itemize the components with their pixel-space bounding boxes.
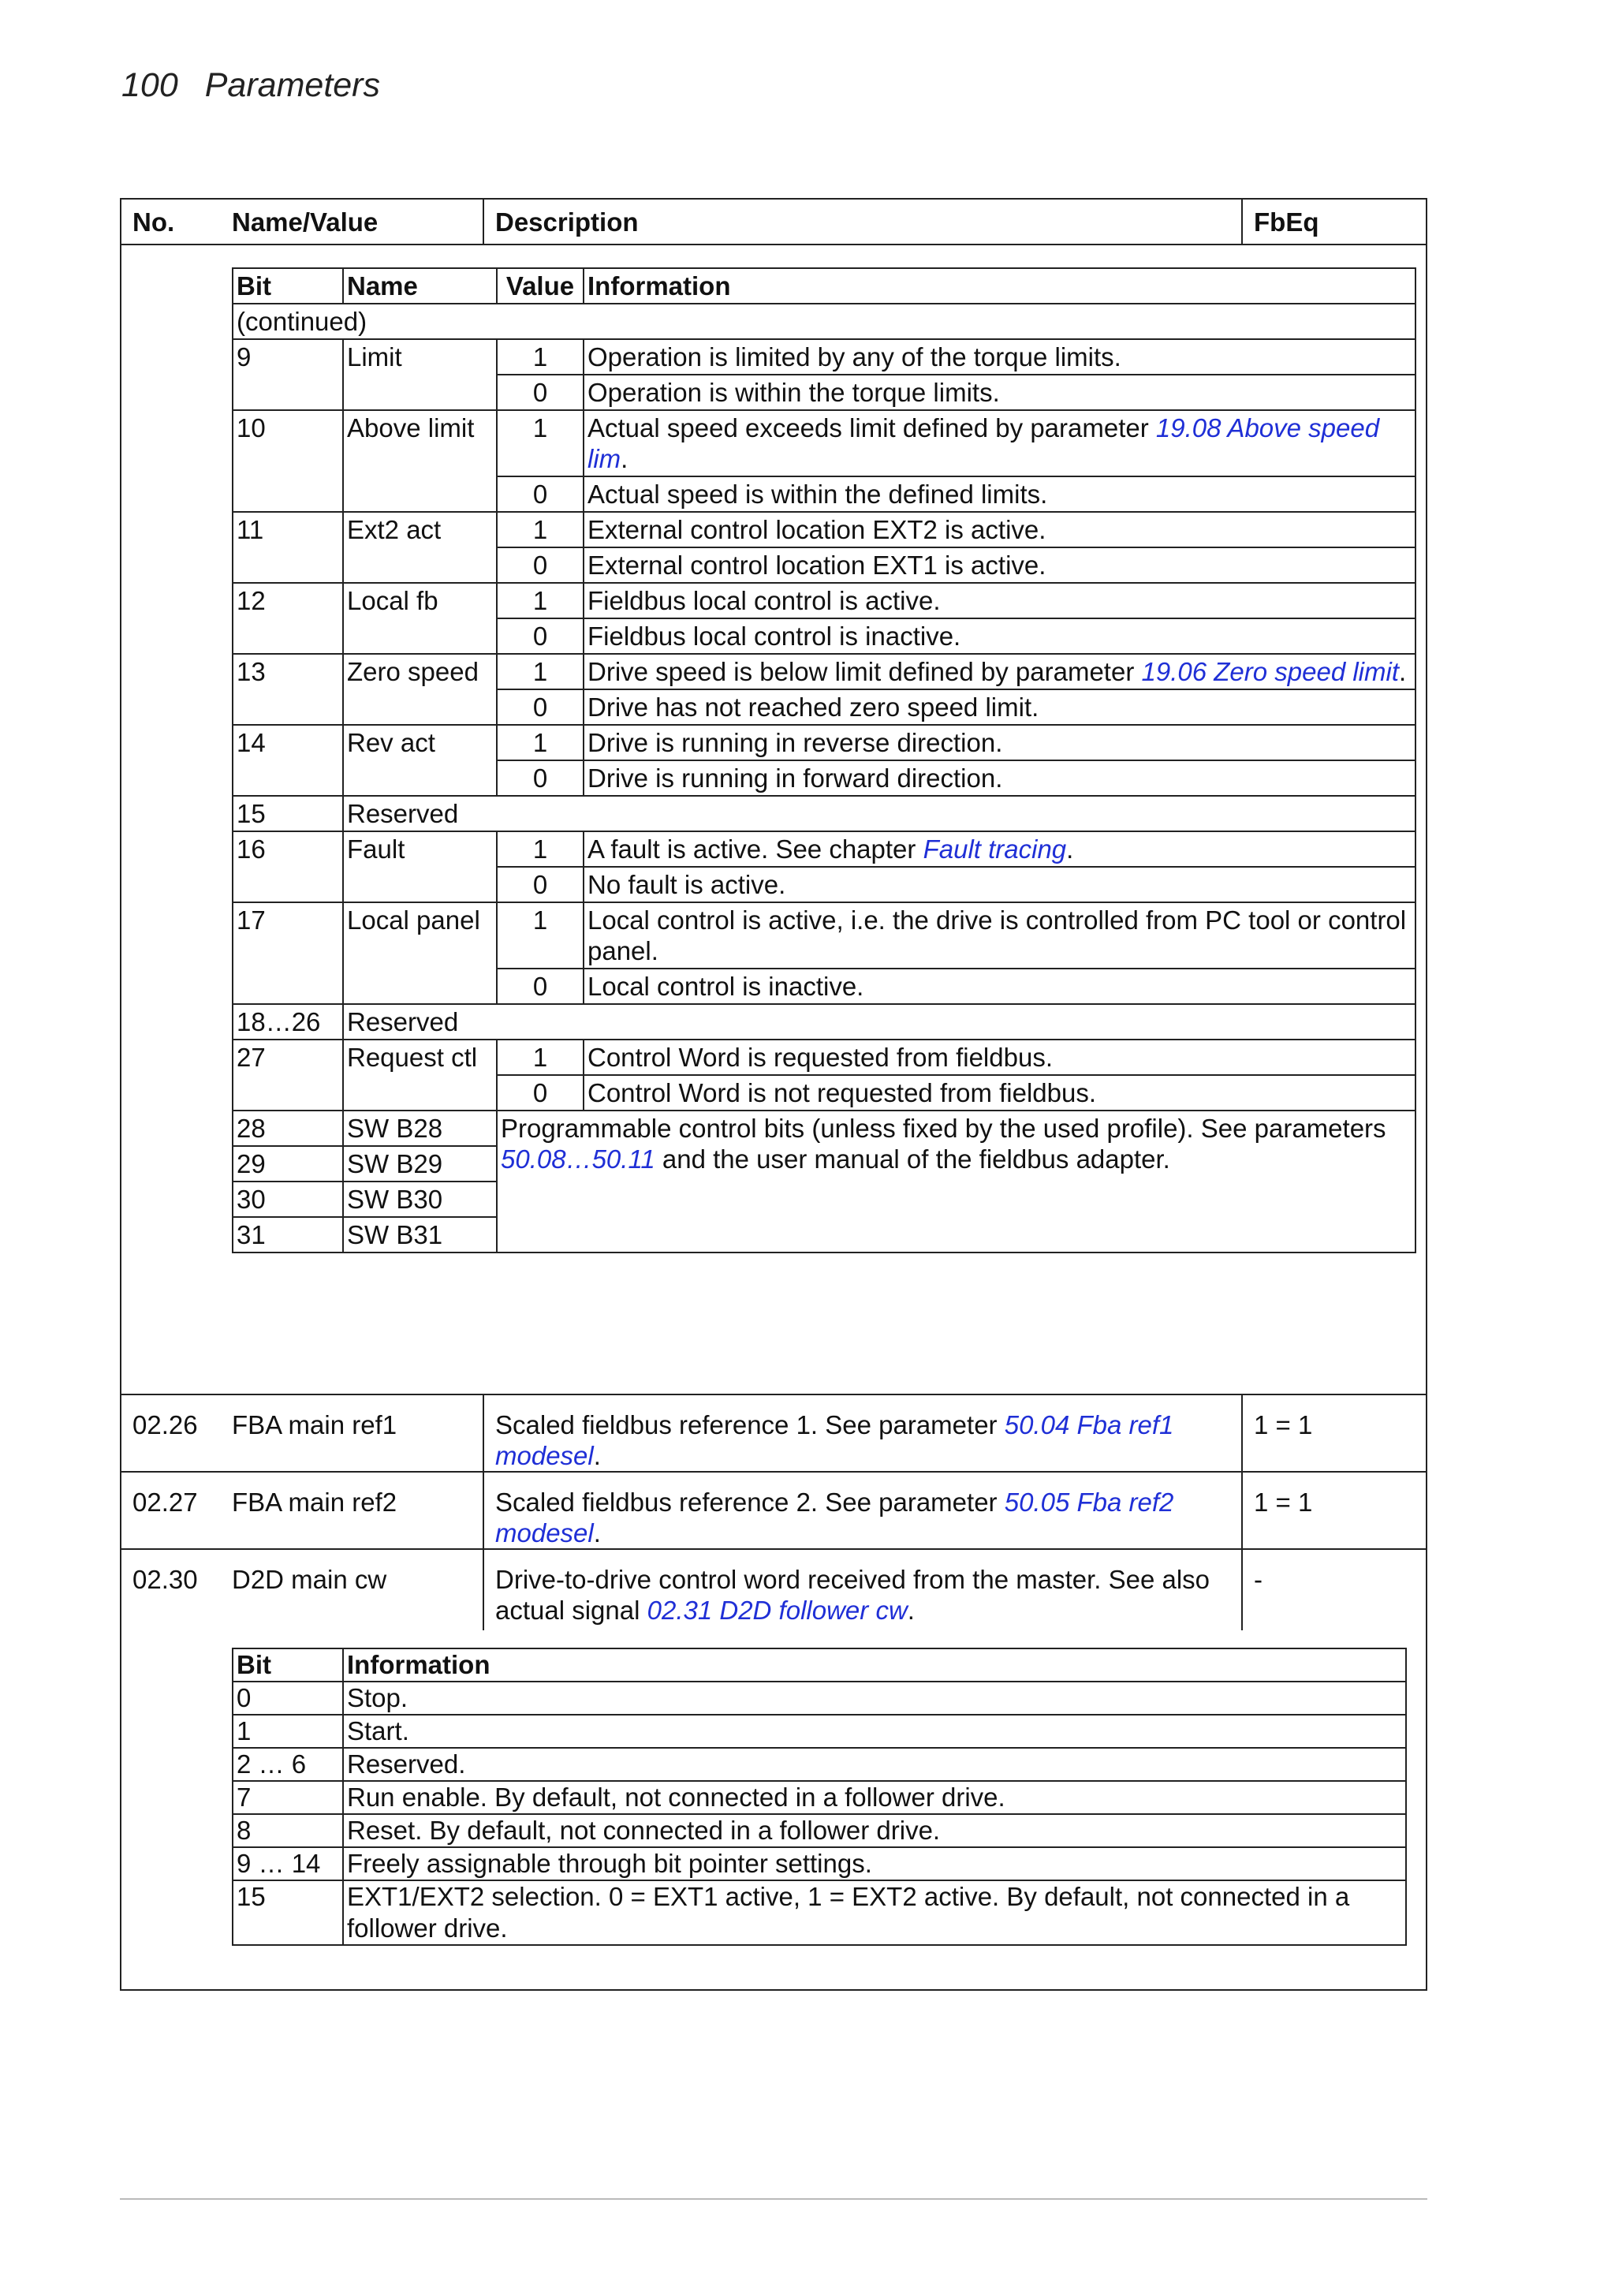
bit-number: 15: [233, 796, 343, 831]
bit-number: 12: [233, 583, 343, 654]
parameter-name: FBA main ref2: [232, 1488, 397, 1517]
status-bit-row: [233, 512, 1415, 547]
status-bit-row: [233, 796, 1415, 831]
parameter-number: 02.30: [132, 1565, 198, 1594]
parameter-link[interactable]: 50.04 Fba ref1 modesel: [495, 1410, 1174, 1470]
bit-information: [584, 547, 1415, 583]
status-bit-row: [233, 831, 1415, 867]
bit-number: 2 … 6: [233, 1748, 343, 1781]
continued-row: [233, 304, 1415, 339]
bits-header-value: Value: [497, 268, 584, 304]
info-text-after: .: [621, 444, 628, 473]
info-text: No fault is active.: [587, 870, 786, 899]
info-text: External control location EXT1 is active.: [587, 551, 1046, 580]
bit-number: 27: [233, 1040, 343, 1111]
info-text-after: .: [1066, 834, 1074, 864]
status-bit-row: [233, 583, 1415, 618]
bit-value: 1: [497, 583, 584, 618]
bit-information: [584, 654, 1415, 689]
bit-information: [584, 410, 1415, 476]
bit-information: [584, 476, 1415, 512]
parameter-name: FBA main ref1: [232, 1410, 397, 1439]
bit-number: 9: [233, 339, 343, 410]
col-header-description: Description: [495, 207, 639, 237]
col-header-no: No.: [132, 207, 175, 237]
row-separator: [121, 1394, 1426, 1395]
header-divider: [1241, 200, 1243, 245]
bit-name: SW B28: [343, 1111, 497, 1146]
info-text: Actual speed is within the defined limits.: [587, 480, 1048, 509]
bit-value: 0: [497, 618, 584, 654]
bit-information: Reset. By default, not connected in a follower drive.: [343, 1814, 1406, 1847]
d2d-bit-row: [233, 1880, 1406, 1945]
status-bit-row: [233, 902, 1415, 969]
bit-information: [584, 689, 1415, 725]
bit-value: 0: [497, 867, 584, 902]
bit-value: 0: [497, 760, 584, 796]
status-bit-row: [233, 725, 1415, 760]
bit-value: 0: [497, 476, 584, 512]
col-header-fbeq: FbEq: [1254, 207, 1319, 237]
bit-information: [584, 339, 1415, 375]
bit-value: 1: [497, 410, 584, 476]
bit-value: 1: [497, 725, 584, 760]
d2d-header-information: Information: [343, 1648, 1406, 1682]
bit-name: Ext2 act: [343, 512, 497, 583]
parameter-number: 02.26: [132, 1410, 198, 1439]
d2d-bit-row: [233, 1715, 1406, 1748]
description-text-after: .: [593, 1441, 601, 1470]
bit-number: 16: [233, 831, 343, 902]
info-text: Drive is running in forward direction.: [587, 763, 1003, 793]
parameter-description: [495, 1564, 1229, 1626]
bit-value: 1: [497, 654, 584, 689]
bit-information: [584, 618, 1415, 654]
description-text: Scaled fieldbus reference 1. See parameter: [495, 1410, 1005, 1439]
info-text: Fieldbus local control is inactive.: [587, 622, 961, 651]
bit-number: 1: [233, 1715, 343, 1748]
section-title: Parameters: [204, 66, 380, 104]
bit-information: [584, 867, 1415, 902]
status-bit-row: [233, 1004, 1415, 1040]
bit-value: 1: [497, 831, 584, 867]
info-text-after: and the user manual of the fieldbus adapter.: [655, 1144, 1170, 1174]
d2d-bit-row: [233, 1847, 1406, 1880]
bit-information: EXT1/EXT2 selection. 0 = EXT1 active, 1 = EXT2 active. By default, not connected in a follower drive.: [343, 1880, 1406, 1945]
status-bits-header-row: [233, 268, 1415, 304]
bit-number: 8: [233, 1814, 343, 1847]
info-text: Actual speed exceeds limit defined by parameter: [587, 413, 1156, 442]
bit-number: 14: [233, 725, 343, 796]
info-text: Fieldbus local control is active.: [587, 586, 941, 615]
bit-number: 9 … 14: [233, 1847, 343, 1880]
bit-number: 18…26: [233, 1004, 343, 1040]
bit-information: Freely assignable through bit pointer settings.: [343, 1847, 1406, 1880]
description-text-after: .: [593, 1518, 601, 1547]
bit-name: SW B29: [343, 1146, 497, 1182]
bit-name: SW B30: [343, 1182, 497, 1217]
bit-information: [584, 375, 1415, 410]
info-text: Local control is active, i.e. the drive is controlled from PC tool or control panel.: [587, 905, 1407, 965]
parameter-link[interactable]: 19.08 Above speed lim: [587, 413, 1380, 473]
bit-information: [584, 512, 1415, 547]
description-text: Scaled fieldbus reference 2. See parameter: [495, 1488, 1005, 1517]
status-bit-row: [233, 1111, 1415, 1146]
bit-number: 31: [233, 1217, 343, 1253]
bit-value: 0: [497, 547, 584, 583]
parameter-description: [495, 1487, 1229, 1548]
parameter-link[interactable]: Fault tracing: [923, 834, 1067, 864]
bit-information: [584, 902, 1415, 969]
page-number: 100: [121, 66, 178, 104]
bit-name: Reserved: [343, 796, 1415, 831]
status-bit-row: [233, 410, 1415, 476]
bit-name: Above limit: [343, 410, 497, 512]
bit-name: Reserved: [343, 1004, 1415, 1040]
bit-number: 17: [233, 902, 343, 1004]
bit-name: Local fb: [343, 583, 497, 654]
parameter-name: D2D main cw: [232, 1565, 387, 1594]
info-text: Operation is limited by any of the torque limits.: [587, 342, 1121, 371]
bit-number: 10: [233, 410, 343, 512]
d2d-header-row: [233, 1648, 1406, 1682]
parameter-fbeq: 1 = 1: [1254, 1410, 1313, 1439]
bit-name: Fault: [343, 831, 497, 902]
bit-information: [584, 1040, 1415, 1075]
parameter-table: [120, 198, 1427, 1991]
bit-value: 0: [497, 1075, 584, 1111]
bits-header-name: Name: [343, 268, 497, 304]
bit-number: 30: [233, 1182, 343, 1217]
sw-bits-information: [497, 1111, 1415, 1253]
description-text-after: .: [907, 1596, 915, 1625]
bit-information: Run enable. By default, not connected in a follower drive.: [343, 1781, 1406, 1814]
bit-number: 29: [233, 1146, 343, 1182]
info-text: Drive speed is below limit defined by parameter: [587, 657, 1142, 686]
status-bit-row: [233, 1040, 1415, 1075]
bit-number: 28: [233, 1111, 343, 1146]
bit-information: [584, 725, 1415, 760]
bit-name: Zero speed: [343, 654, 497, 725]
bit-information: [584, 760, 1415, 796]
bit-information: [584, 831, 1415, 867]
info-text-after: .: [1399, 657, 1407, 686]
status-bits-table: [232, 267, 1416, 1253]
d2d-header-bit: Bit: [233, 1648, 343, 1682]
bit-name: Rev act: [343, 725, 497, 796]
info-text: Control Word is not requested from fieldbus.: [587, 1078, 1097, 1107]
bits-header-information: Information: [584, 268, 1415, 304]
bit-number: 13: [233, 654, 343, 725]
parameter-row: [121, 1409, 1429, 1473]
parameter-link[interactable]: 50.05 Fba ref2 modesel: [495, 1488, 1174, 1547]
info-text: A fault is active. See chapter: [587, 834, 923, 864]
parameter-row: [121, 1564, 1429, 1627]
bit-information: [584, 583, 1415, 618]
info-text: Drive is running in reverse direction.: [587, 728, 1003, 757]
info-text: Control Word is requested from fieldbus.: [587, 1043, 1053, 1072]
bit-number: 7: [233, 1781, 343, 1814]
info-text: External control location EXT2 is active.: [587, 515, 1046, 544]
d2d-bit-row: [233, 1814, 1406, 1847]
bit-value: 1: [497, 1040, 584, 1075]
info-text: Local control is inactive.: [587, 972, 864, 1001]
parameter-row: [121, 1487, 1429, 1550]
bit-number: 0: [233, 1682, 343, 1715]
continued-label: (continued): [233, 304, 1415, 339]
bit-value: 1: [497, 339, 584, 375]
info-text: Programmable control bits (unless fixed by the used profile). See parameters: [501, 1114, 1386, 1143]
footer-rule: [120, 2198, 1427, 2200]
parameter-link[interactable]: 02.31 D2D follower cw: [647, 1596, 908, 1625]
bit-value: 0: [497, 689, 584, 725]
bit-number: 11: [233, 512, 343, 583]
info-text: Operation is within the torque limits.: [587, 378, 1000, 407]
bit-information: Stop.: [343, 1682, 1406, 1715]
bit-information: Start.: [343, 1715, 1406, 1748]
parameter-fbeq: -: [1254, 1565, 1263, 1594]
parameter-fbeq: 1 = 1: [1254, 1488, 1313, 1517]
status-bit-row: [233, 654, 1415, 689]
info-text: Drive has not reached zero speed limit.: [587, 693, 1039, 722]
parameter-description: [495, 1409, 1229, 1471]
bit-number: 15: [233, 1880, 343, 1945]
bit-name: Limit: [343, 339, 497, 410]
parameter-link[interactable]: 50.08…50.11: [501, 1144, 655, 1174]
bit-name: Local panel: [343, 902, 497, 1004]
description-text: Drive-to-drive control word received from the master. See also actual signal: [495, 1565, 1210, 1625]
bit-value: 1: [497, 512, 584, 547]
d2d-bit-row: [233, 1682, 1406, 1715]
table-header: [121, 200, 1426, 245]
bit-name: SW B31: [343, 1217, 497, 1253]
bit-name: Request ctl: [343, 1040, 497, 1111]
col-header-name-value: Name/Value: [232, 207, 379, 237]
parameter-link[interactable]: 19.06 Zero speed limit: [1141, 657, 1400, 686]
bit-information: Reserved.: [343, 1748, 1406, 1781]
bit-value: 1: [497, 902, 584, 969]
page-header: [121, 66, 380, 105]
bit-value: 0: [497, 969, 584, 1004]
status-bit-row: [233, 339, 1415, 375]
d2d-bits-table: [232, 1648, 1407, 1946]
bit-information: [584, 969, 1415, 1004]
d2d-bit-row: [233, 1781, 1406, 1814]
bits-header-bit: Bit: [233, 268, 343, 304]
bit-information: [584, 1075, 1415, 1111]
bit-value: 0: [497, 375, 584, 410]
d2d-bit-row: [233, 1748, 1406, 1781]
header-divider: [483, 200, 484, 245]
parameter-number: 02.27: [132, 1488, 198, 1517]
